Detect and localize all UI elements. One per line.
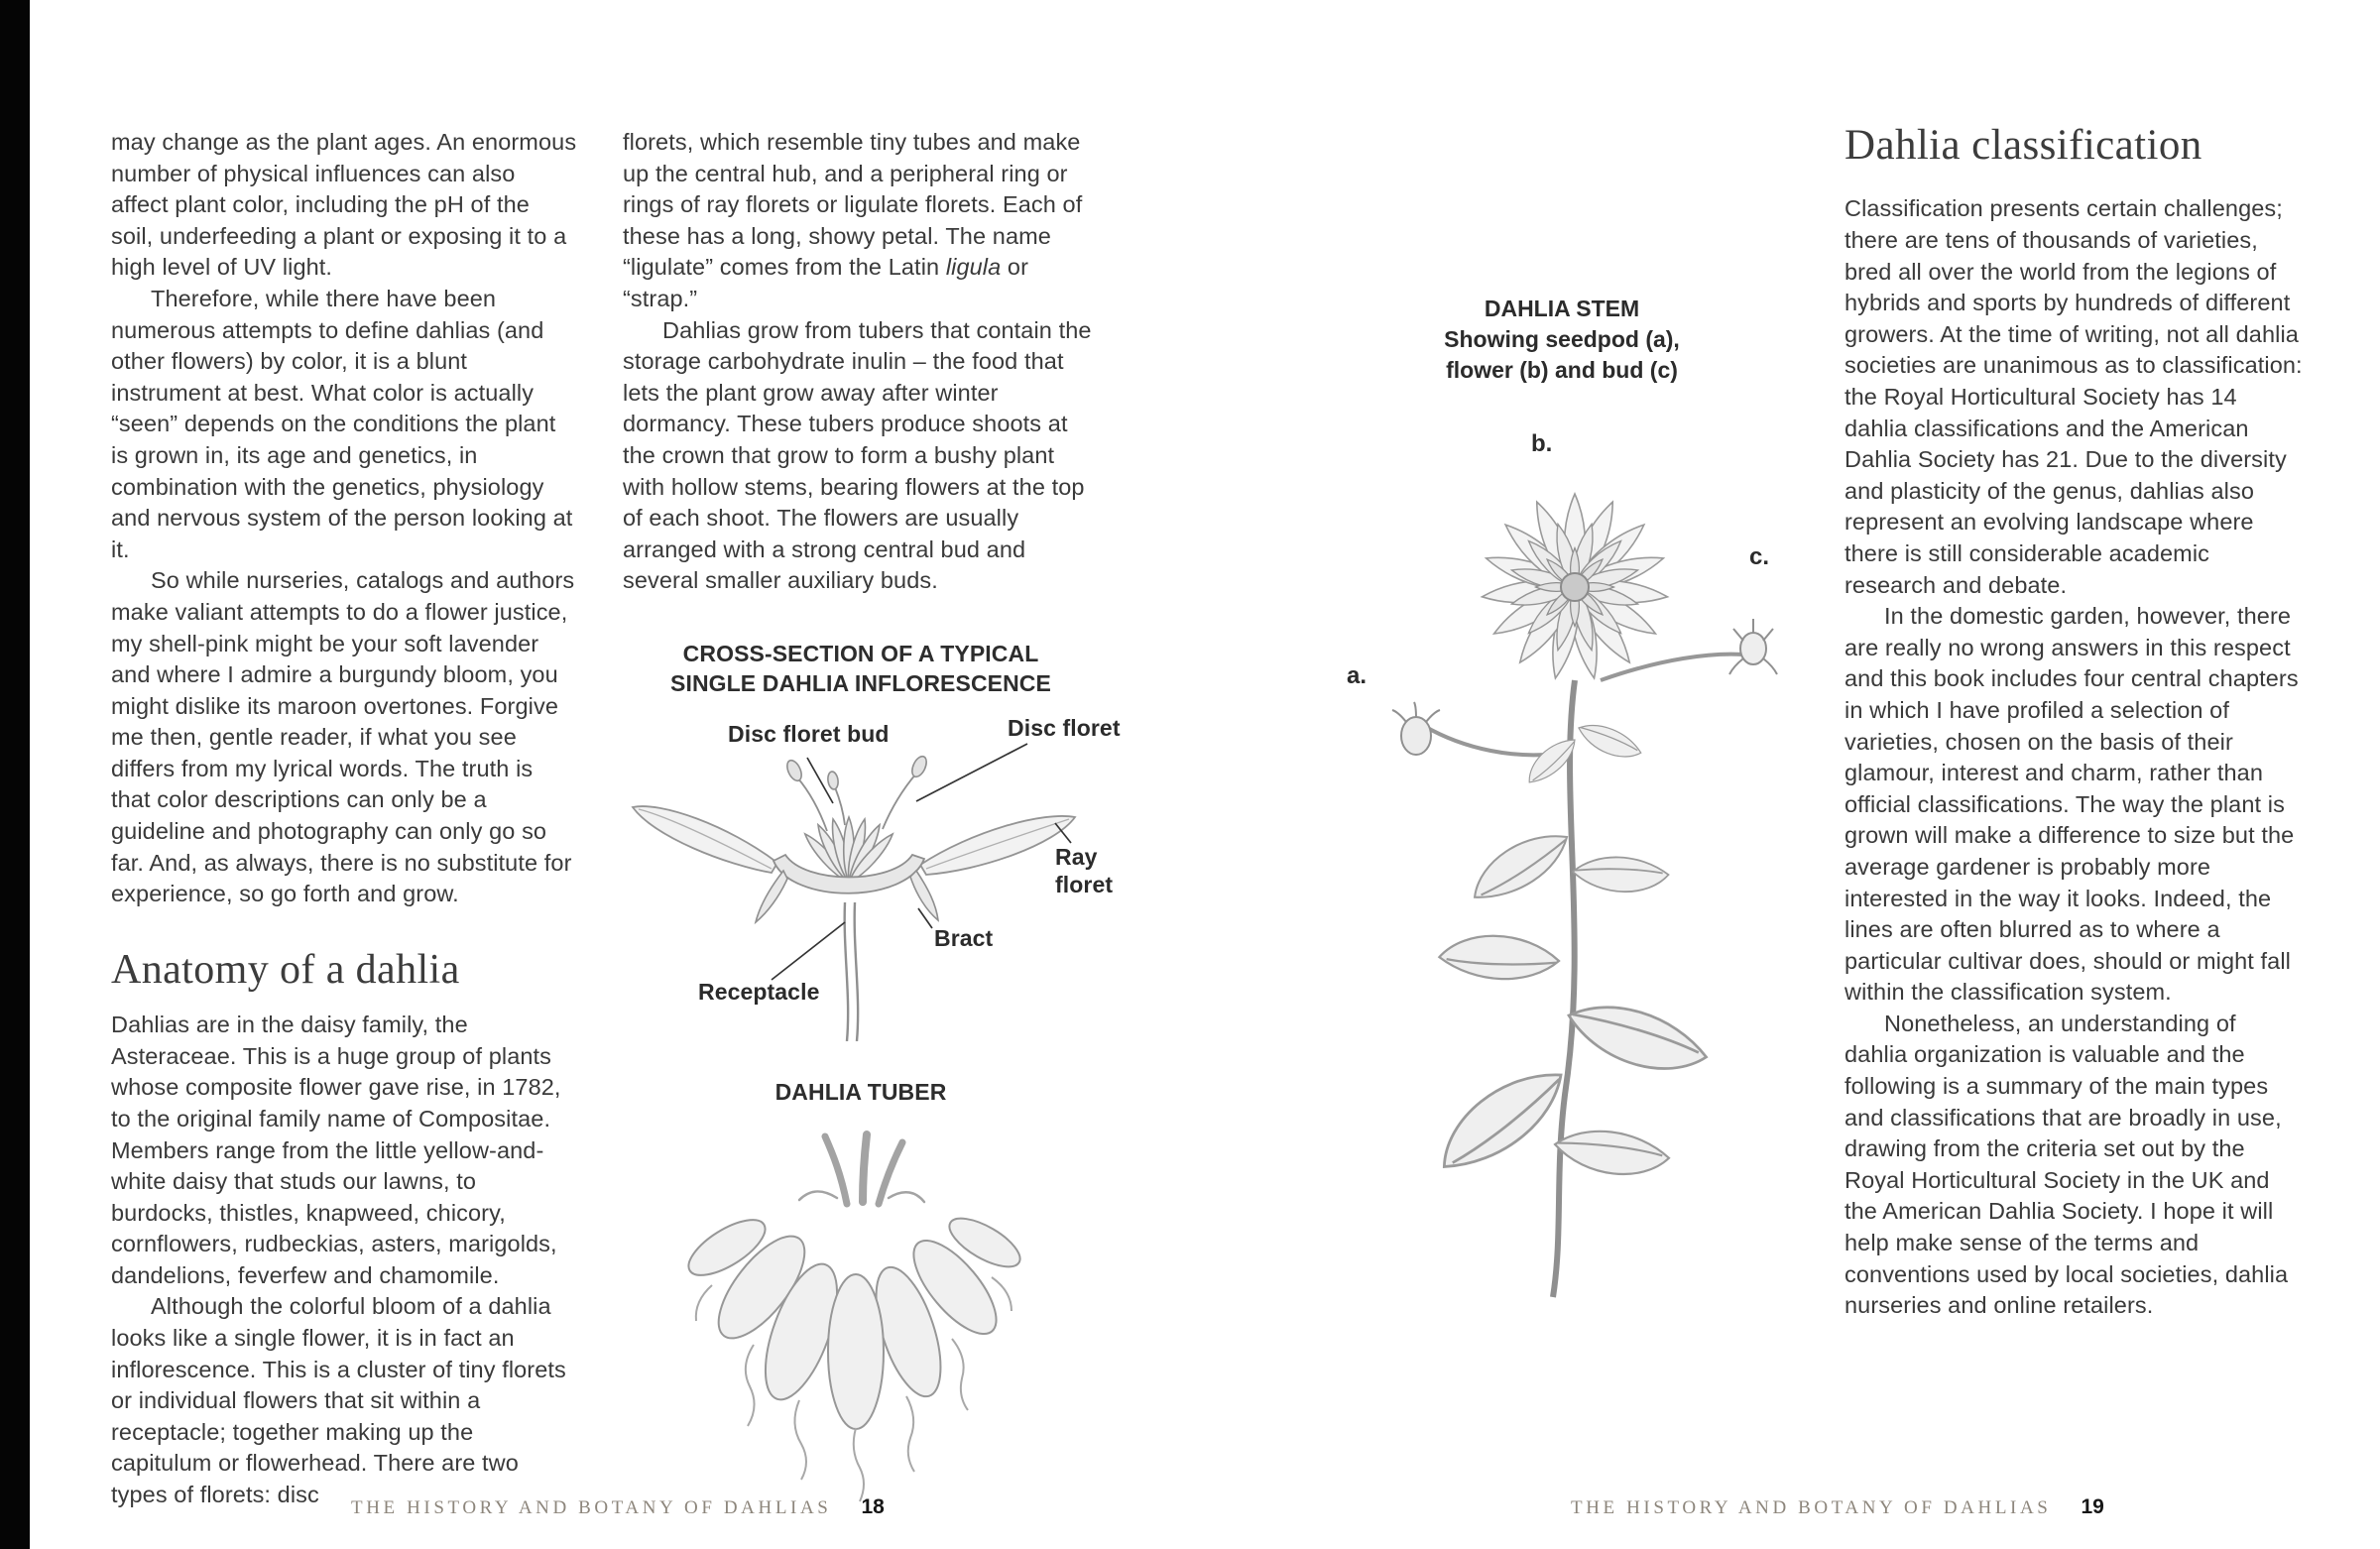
left-page-column-2 xyxy=(623,127,1121,1515)
dahlia-stem-illustration xyxy=(1285,420,1864,1305)
tuber-illustration xyxy=(643,1119,1079,1515)
paragraph: florets, which resemble tiny tubes and make up the central hub, and a peripheral ring or rings of ray florets or ligulate florets. Each of these has a long, showy petal. The name “ligulate” comes from the Latin ligula or “strap.” xyxy=(623,129,1083,311)
left-edge-black-strip xyxy=(0,0,30,1549)
paragraph: Nonetheless, an understanding of dahlia organization is valuable and the following is a summary of the main types and classifications that are broadly in use, drawing from the criteria set out by the Royal Horticultural Society in the UK and the American Dahlia Society. I hope it will help make sense of the terms and conventions used by local societies, dahlia nurseries and online retailers. xyxy=(1844,1010,2289,1319)
left-page-column-1 xyxy=(111,127,577,1511)
page-number: 19 xyxy=(2081,1495,2104,1518)
right-page-footer xyxy=(1571,1495,2104,1519)
running-head: THE HISTORY AND BOTANY OF DAHLIAS xyxy=(351,1497,832,1518)
label-b: b. xyxy=(1531,430,1553,457)
tuber-figure xyxy=(643,1119,1079,1515)
paragraph: So while nurseries, catalogs and authors make valiant attempts to do a flower justice, my shell-pink might be your soft lavender and where I admire a burgundy bloom, you might dislike its maroon overtones. Forgive me then, gentle reader, if what you see differs from my lyrical words. The truth is that color descriptions can only be a guideline and photography can only go so far. And, as always, there is no substitute for experience, so go forth and grow. xyxy=(111,567,575,907)
paragraph: In the domestic garden, however, there are really no wrong answers in this respect and this book includes four central chapters in which I have profiled a selection of varieties, chosen on the basis of their glamour, interest and charm, rather than official classifications. The way the plant is grown will make a difference to size but the average gardener is probably more interested in the way it looks. Indeed, the lines are often blurred as to where a particular cultivar does, should or might fall within the classification system. xyxy=(1844,603,2299,1006)
cross-section-caption xyxy=(623,639,1099,698)
left-page-footer xyxy=(351,1495,885,1519)
paragraph: Therefore, while there have been numerous attempts to define dahlias (and other flowers) by color, it is a blunt instrument at best. What color is actually “seen” depends on the conditions the plant is grown in, its age and genetics, in combination with the genetics, physiology and nervous system of the person looking at it. xyxy=(111,285,573,562)
label-ray-floret: Ray floret xyxy=(1055,843,1114,897)
caption-line: SINGLE DAHLIA INFLORESCENCE xyxy=(670,669,1051,696)
label-bract: Bract xyxy=(934,924,994,951)
paragraph: Although the colorful bloom of a dahlia looks like a single flower, it is in fact an inflorescence. This is a cluster of tiny florets or individual flowers that sit within a receptacle; together making up the capitulum or flowerhead. There are two types of florets: disc xyxy=(111,1293,566,1508)
tuber-caption: DAHLIA TUBER xyxy=(774,1078,947,1105)
stem-caption-title: DAHLIA STEM xyxy=(1484,296,1640,321)
caption-line: CROSS-SECTION OF A TYPICAL xyxy=(682,640,1039,666)
label-receptacle: Receptacle xyxy=(698,978,820,1005)
label-disc-floret-bud: Disc floret bud xyxy=(728,720,890,747)
paragraph: Classification presents certain challenges; there are tens of thousands of varieties, bred all over the world from the legions of hybrids and sports by hundreds of different growers. At the time of writing, not all dahlia societies are unanimous as to classification: the Royal Horticultural Society has 14 dahlia classifications and the American Dahlia Society has 21. Due to the diversity and plasticity of the genus, dahlias also represent an evolving landscape where there is still considerable academic research and debate. xyxy=(1844,195,2303,598)
classification-heading: Dahlia classification xyxy=(1844,122,2202,169)
cross-section-illustration xyxy=(623,714,1099,1041)
stem-caption xyxy=(1408,294,1716,386)
right-page-column xyxy=(1844,121,2303,1322)
anatomy-heading: Anatomy of a dahlia xyxy=(111,946,460,993)
paragraph: may change as the plant ages. An enormous number of physical influences can also affect plant color, including the pH of the soil, underfeeding a plant or exposing it to a high level of UV light. xyxy=(111,129,577,281)
paragraph: Dahlias are in the daisy family, the Asteraceae. This is a huge group of plants whose composite flower gave rise, in 1782, to the original family name of Compositae. Members range from the little yellow-and-white daisy that studs our lawns, to burdocks, thistles, knapweed, chicory, cornflowers, rudbeckias, asters, marigolds, dandelions, feverfew and chamomile. xyxy=(111,1012,561,1288)
page-number: 18 xyxy=(861,1495,885,1518)
caption-line: Showing seedpod (a), xyxy=(1444,326,1680,352)
label-disc-floret: Disc floret xyxy=(1008,714,1121,741)
cross-section-figure xyxy=(623,714,1121,1041)
label-c: c. xyxy=(1749,543,1770,570)
stem-figure xyxy=(1285,420,1864,1305)
running-head: THE HISTORY AND BOTANY OF DAHLIAS xyxy=(1571,1497,2052,1518)
caption-line: flower (b) and bud (c) xyxy=(1446,357,1678,383)
label-a: a. xyxy=(1347,662,1368,689)
paragraph: Dahlias grow from tubers that contain the storage carbohydrate inulin – the food that lets the plant grow away after winter dormancy. These tubers produce shoots at the crown that grow to form a bushy plant with hollow stems, bearing flowers at the top of each shoot. The flowers are usually arranged with a strong central bud and several smaller auxiliary buds. xyxy=(623,316,1092,594)
